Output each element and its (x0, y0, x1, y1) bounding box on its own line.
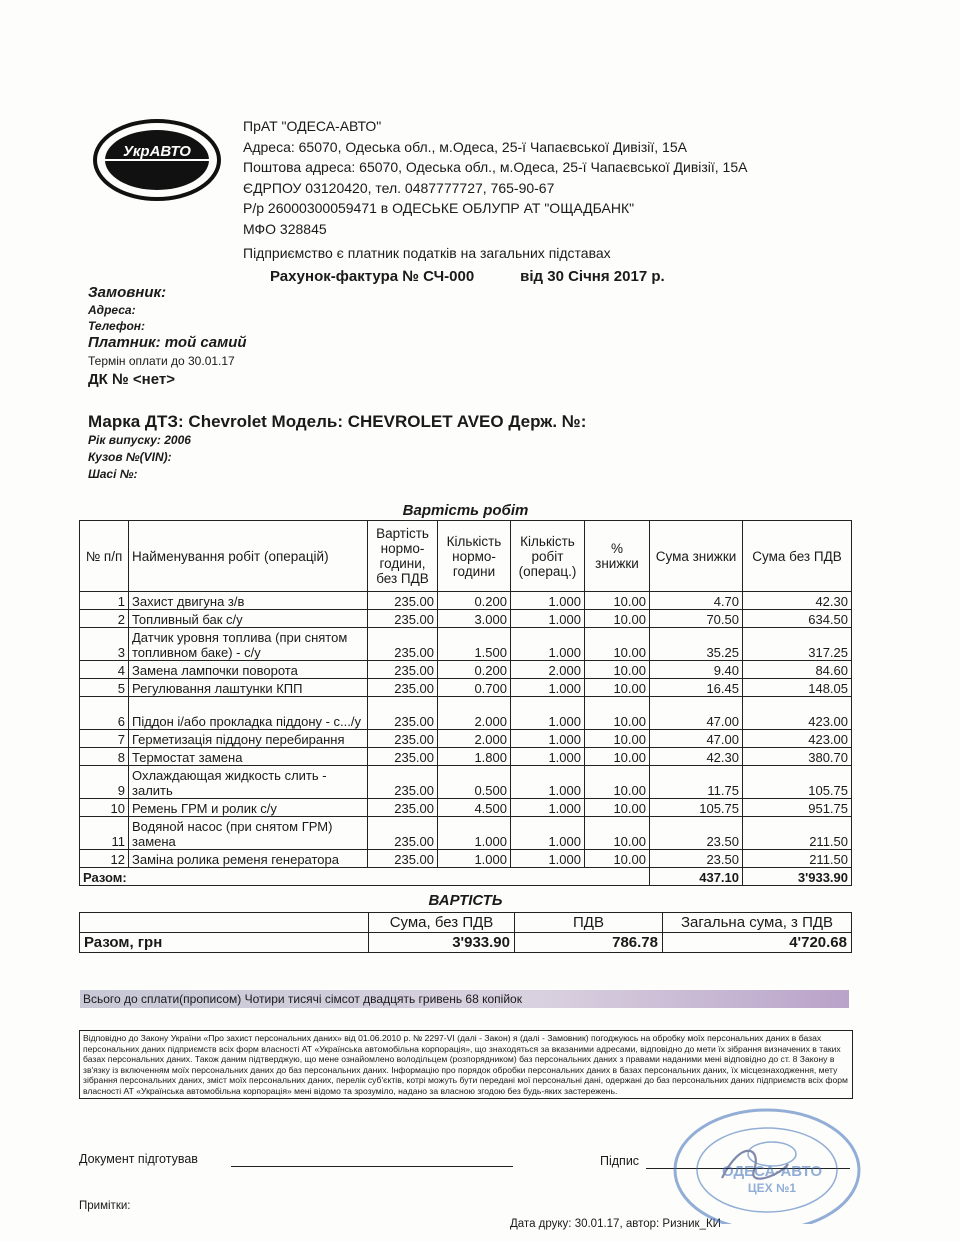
cell-n: 10 (80, 799, 129, 817)
cell-qty: 1.000 (511, 592, 585, 610)
invoice-date: від 30 Січня 2017 р. (520, 268, 665, 285)
company-tax-note: Підприємство є платник податків на загальних підставах (243, 245, 611, 261)
cell-name: Датчик уровня топлива (при снятом топливном баке) - с/у (129, 628, 368, 661)
cell-qty: 1.000 (511, 730, 585, 748)
cell-n: 11 (80, 817, 129, 850)
cell-name: Регулювання лаштунки КПП (129, 679, 368, 697)
table-row (80, 592, 852, 610)
cell-sum: 211.50 (743, 850, 852, 868)
vehicle-vin: Кузов №(VIN): (88, 450, 172, 464)
cell-disc: 70.50 (650, 610, 743, 628)
works-header-row (80, 521, 852, 592)
cell-sum: 380.70 (743, 748, 852, 766)
cell-price: 235.00 (368, 697, 438, 730)
cell-n: 3 (80, 628, 129, 661)
cell-hours: 2.000 (438, 697, 511, 730)
stamp-name: ОДЕСА-АВТО (722, 1163, 822, 1180)
table-row (80, 679, 852, 697)
cell-hours: 0.700 (438, 679, 511, 697)
cell-pct: 10.00 (585, 697, 650, 730)
cell-disc: 47.00 (650, 697, 743, 730)
summary-vat: 786.78 (515, 933, 663, 953)
cell-sum: 423.00 (743, 730, 852, 748)
stamp-shop: ЦЕХ №1 (747, 1181, 797, 1195)
cell-disc: 105.75 (650, 799, 743, 817)
vehicle-line: Марка ДТЗ: Chevrolet Модель: CHEVROLET AVEO Держ. №: (88, 412, 587, 431)
table-row (80, 799, 852, 817)
cell-sum: 951.75 (743, 799, 852, 817)
cell-disc: 47.00 (650, 730, 743, 748)
logo-text: УкрАВТО (123, 143, 191, 160)
table-row (80, 697, 852, 730)
total-label: Разом: (80, 868, 650, 886)
cell-hours: 0.500 (438, 766, 511, 799)
cell-disc: 4.70 (650, 592, 743, 610)
cell-sum: 84.60 (743, 661, 852, 679)
cell-n: 2 (80, 610, 129, 628)
cell-sum: 634.50 (743, 610, 852, 628)
dk-number: ДК № <нет> (88, 371, 175, 388)
cell-pct: 10.00 (585, 748, 650, 766)
cell-n: 1 (80, 592, 129, 610)
cell-price: 235.00 (368, 679, 438, 697)
works-section-title: Вартість робіт (402, 502, 529, 519)
works-body (80, 592, 852, 868)
works-table (79, 520, 852, 886)
cell-pct: 10.00 (585, 817, 650, 850)
address-label: Адреса: (88, 303, 136, 317)
cell-price: 235.00 (368, 799, 438, 817)
header-cell: % знижки (585, 521, 650, 592)
cell-name: Охлаждающая жидкость слить - залить (129, 766, 368, 799)
summary-header-row (80, 913, 852, 933)
cell-name: Піддон і/або прокладка піддону - с.../у (129, 697, 368, 730)
cell-disc: 35.25 (650, 628, 743, 661)
table-row (80, 661, 852, 679)
cell-hours: 1.000 (438, 817, 511, 850)
cell-disc: 42.30 (650, 748, 743, 766)
cell-price: 235.00 (368, 610, 438, 628)
company-logo (92, 118, 222, 202)
summary-table (79, 912, 852, 953)
company-edrpou: ЄДРПОУ 03120420, тел. 0487777727, 765-90-67 (243, 179, 555, 196)
cell-pct: 10.00 (585, 661, 650, 679)
cell-disc: 23.50 (650, 850, 743, 868)
cell-n: 12 (80, 850, 129, 868)
print-date: Дата друку: 30.01.17, автор: Ризник_КИ (510, 1218, 721, 1230)
cell-qty: 1.000 (511, 850, 585, 868)
cell-name: Ремень ГРМ и ролик с/у (129, 799, 368, 817)
cell-hours: 1.000 (438, 850, 511, 868)
customer-label: Замовник: (88, 284, 167, 301)
company-account: Р/р 26000300059471 в ОДЕСЬКЕ ОБЛУПР АТ "ОЩАДБАНК" (243, 200, 635, 216)
invoice-title (270, 268, 665, 285)
cell-n: 7 (80, 730, 129, 748)
amount-in-words: Всього до сплати(прописом) Чотири тисячі сімсот двадцять гривень 68 копійок (80, 990, 849, 1008)
table-row (80, 850, 852, 868)
cell-disc: 23.50 (650, 817, 743, 850)
cell-qty: 1.000 (511, 817, 585, 850)
cell-qty: 1.000 (511, 610, 585, 628)
table-row (80, 628, 852, 661)
cell-qty: 1.000 (511, 799, 585, 817)
cell-price: 235.00 (368, 592, 438, 610)
cell-sum: 148.05 (743, 679, 852, 697)
cell-n: 9 (80, 766, 129, 799)
cell-hours: 2.000 (438, 730, 511, 748)
cell-hours: 0.200 (438, 592, 511, 610)
payment-term: Термін оплати до 30.01.17 (88, 354, 235, 368)
summary-header-vat: ПДВ (515, 913, 663, 933)
vehicle-year: Рік випуску: 2006 (88, 433, 191, 447)
cell-price: 235.00 (368, 850, 438, 868)
cell-qty: 1.000 (511, 766, 585, 799)
cell-sum: 423.00 (743, 697, 852, 730)
cell-sum: 317.25 (743, 628, 852, 661)
cell-pct: 10.00 (585, 628, 650, 661)
phone-label: Телефон: (88, 319, 146, 333)
vehicle-chassis: Шасі №: (88, 467, 138, 481)
company-postal-address: Поштова адреса: 65070, Одеська обл., м.Одеса, 25-ї Чапаєвської Дивізії, 15А (243, 159, 748, 175)
cell-price: 235.00 (368, 748, 438, 766)
table-row (80, 817, 852, 850)
cell-n: 6 (80, 697, 129, 730)
total-discount: 437.10 (650, 868, 743, 886)
prepared-by-label: Документ підготував (79, 1152, 198, 1166)
total-sum: 3'933.90 (743, 868, 852, 886)
cell-pct: 10.00 (585, 679, 650, 697)
cell-n: 4 (80, 661, 129, 679)
table-row (80, 730, 852, 748)
cell-qty: 1.000 (511, 679, 585, 697)
company-address: Адреса: 65070, Одеська обл., м.Одеса, 25-ї Чапаєвської Дивізії, 15А (243, 138, 687, 155)
header-cell: Вартість нормо-години, без ПДВ (368, 521, 438, 592)
cell-pct: 10.00 (585, 730, 650, 748)
cell-qty: 1.000 (511, 697, 585, 730)
header-cell: Сума знижки (650, 521, 743, 592)
cell-hours: 1.500 (438, 628, 511, 661)
cell-disc: 16.45 (650, 679, 743, 697)
cell-price: 235.00 (368, 661, 438, 679)
header-cell: Найменування робіт (операцій) (129, 521, 368, 592)
cell-disc: 9.40 (650, 661, 743, 679)
cell-name: Топливный бак с/у (129, 610, 368, 628)
personal-data-consent: Відповідно до Закону України «Про захист персональних даних» від 01.06.2010 р. № 2297-VI (далі - Закон) я (далі - Замовник) погоджуюсь на обробку моїх персональних даних в базах персональних даних підприємств всіх форм власності АТ «Українська автомобільна корпорація», що знаходяться за вказаними адресами, відповідно до мети їх зібрання визначених в таких базах персональних даних. Також даним підтверджую, що мене ознайомлено володільцем (розпорядником) баз персональних даних з правами наданими мені відповідно до ст. 8 Закону в зв'язку із включенням моїх персональних даних до баз персональних даних. Інформацію про порядок обробки персональних даних в базах персональних даних, їх місцезнаходження, мету зібрання персональних даних, зміст моїх персональних даних, перелік суб'єктів, котрі можуть бути передані мої персональні дані, одержані до баз персональних даних підприємств всіх форм власності АТ «Українська автомобільна корпорація» мені відомо та зрозуміло, надано за власною згодою без будь-яких застережень. (79, 1030, 853, 1099)
summary-total: 4'720.68 (663, 933, 852, 953)
cell-pct: 10.00 (585, 610, 650, 628)
cell-hours: 4.500 (438, 799, 511, 817)
cell-name: Водяной насос (при снятом ГРМ) замена (129, 817, 368, 850)
summary-value-row (80, 933, 852, 953)
cell-name: Заміна ролика ременя генератора (129, 850, 368, 868)
cell-qty: 1.000 (511, 628, 585, 661)
cell-disc: 11.75 (650, 766, 743, 799)
cell-sum: 42.30 (743, 592, 852, 610)
cell-price: 235.00 (368, 730, 438, 748)
cell-name: Замена лампочки поворота (129, 661, 368, 679)
table-row (80, 766, 852, 799)
table-row (80, 610, 852, 628)
header-cell: Кількість робіт (операц.) (511, 521, 585, 592)
cell-qty: 2.000 (511, 661, 585, 679)
cell-qty: 1.000 (511, 748, 585, 766)
cell-price: 235.00 (368, 817, 438, 850)
payer-label: Платник: той самий (88, 334, 247, 351)
summary-no-vat: 3'933.90 (369, 933, 515, 953)
cell-price: 235.00 (368, 628, 438, 661)
cell-hours: 0.200 (438, 661, 511, 679)
summary-header-total: Загальна сума, з ПДВ (663, 913, 852, 933)
cell-pct: 10.00 (585, 799, 650, 817)
cell-sum: 105.75 (743, 766, 852, 799)
cell-n: 5 (80, 679, 129, 697)
signature-label: Підпис (600, 1154, 640, 1168)
header-cell: Сума без ПДВ (743, 521, 852, 592)
cell-pct: 10.00 (585, 592, 650, 610)
cell-name: Захист двигуна з/в (129, 592, 368, 610)
summary-header-no-vat: Сума, без ПДВ (369, 913, 515, 933)
company-name: ПрАТ "ОДЕСА-АВТО" (243, 118, 382, 134)
cell-n: 8 (80, 748, 129, 766)
company-stamp (662, 1108, 862, 1224)
table-row (80, 748, 852, 766)
cell-hours: 3.000 (438, 610, 511, 628)
cell-sum: 211.50 (743, 817, 852, 850)
cell-name: Герметизація піддону перебирання (129, 730, 368, 748)
cell-name: Термостат замена (129, 748, 368, 766)
summary-section-title: ВАРТІСТЬ (428, 892, 503, 909)
cell-pct: 10.00 (585, 766, 650, 799)
company-info (243, 116, 747, 264)
prepared-by-line (231, 1166, 513, 1167)
notes-label: Примітки: (79, 1200, 131, 1212)
header-cell: Кількість нормо-години (438, 521, 511, 592)
header-cell: № п/п (80, 521, 129, 592)
invoice-number: Рахунок-фактура № СЧ-000 (270, 268, 475, 285)
works-total-row (80, 868, 852, 886)
cell-price: 235.00 (368, 766, 438, 799)
summary-label: Разом, грн (80, 933, 369, 953)
cell-pct: 10.00 (585, 850, 650, 868)
cell-hours: 1.800 (438, 748, 511, 766)
company-mfo: МФО 328845 (243, 220, 327, 237)
